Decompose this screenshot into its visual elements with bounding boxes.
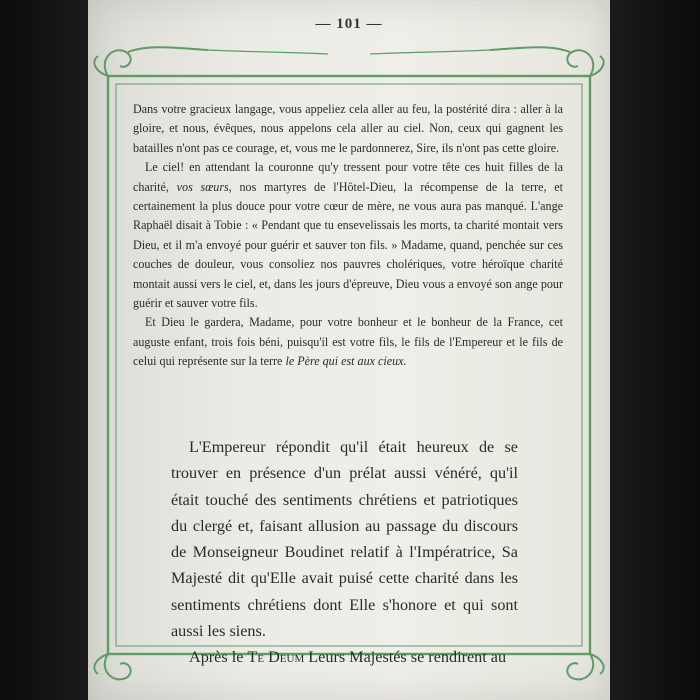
- book-page: [88, 0, 610, 700]
- book-edge-right: [610, 0, 700, 700]
- page-number: — 101 —: [315, 16, 383, 32]
- speech-paragraph: Dans votre gracieux langage, vous appeliez cela aller au feu, la postérité dira : aller à la gloire, et nous, évêques, nous appelons cela aller au ciel. Non, ceux qui gagnent les batailles n'ont pas ce courage, et, vous me le pardonnerez, Sire, ils n'ont pas cette gloire.: [133, 102, 563, 155]
- book-edge-left: [0, 0, 88, 700]
- speech-paragraph: Et Dieu le gardera, Madame, pour votre bonheur et le bonheur de la France, cet auguste enfant, trois fois béni, puisqu'il est votre fils, le fils de l'Empereur et le fils de celui qui représente sur la terre le Père qui est aux cieux.: [133, 315, 563, 369]
- speech-paragraph: Le ciel! en attendant la couronne qu'y tressent pour votre tête ces huit filles de la charité, vos sœurs, nos martyres de l'Hôtel-Dieu, la récompense de la terre, et certainement la plus douce pour votre cœur de mère, ne vous aura pas manqué. L'ange Raphaël disait à Tobie : « Pendant que tu ensevelissais les morts, ta charité montait vers Dieu, et il m'a envoyé pour guérir et sauver ton fils. » Madame, quand, penchée sur ces couches de douleur, vous consoliez nos pauvres cholériques, votre héroïque charité montait aussi vers le ciel, et, dans les jours d'épreuve, Dieu vous a envoyé son ange pour guérir et sauver votre fils.: [133, 160, 564, 311]
- narrative-text: [171, 434, 518, 671]
- narrative-paragraph: Après le Te Deum Leurs Majestés se rendirent au: [189, 648, 507, 667]
- speech-excerpt: [133, 100, 563, 372]
- corner-flourish-icon: [94, 47, 208, 76]
- narrative-paragraph: L'Empereur répondit qu'il était heureux de se trouver en présence d'un prélat aussi vénéré, qu'il était touché des sentiments chrétiens et patriotiques du clergé et, faisant allusion au passage du discours de Monseigneur Boudinet relatif à l'Impératrice, Sa Majesté dit qu'Elle avait puisé cette charité dans les sentiments chrétiens dont Elle s'honore et qui sont aussi les siens.: [171, 438, 518, 641]
